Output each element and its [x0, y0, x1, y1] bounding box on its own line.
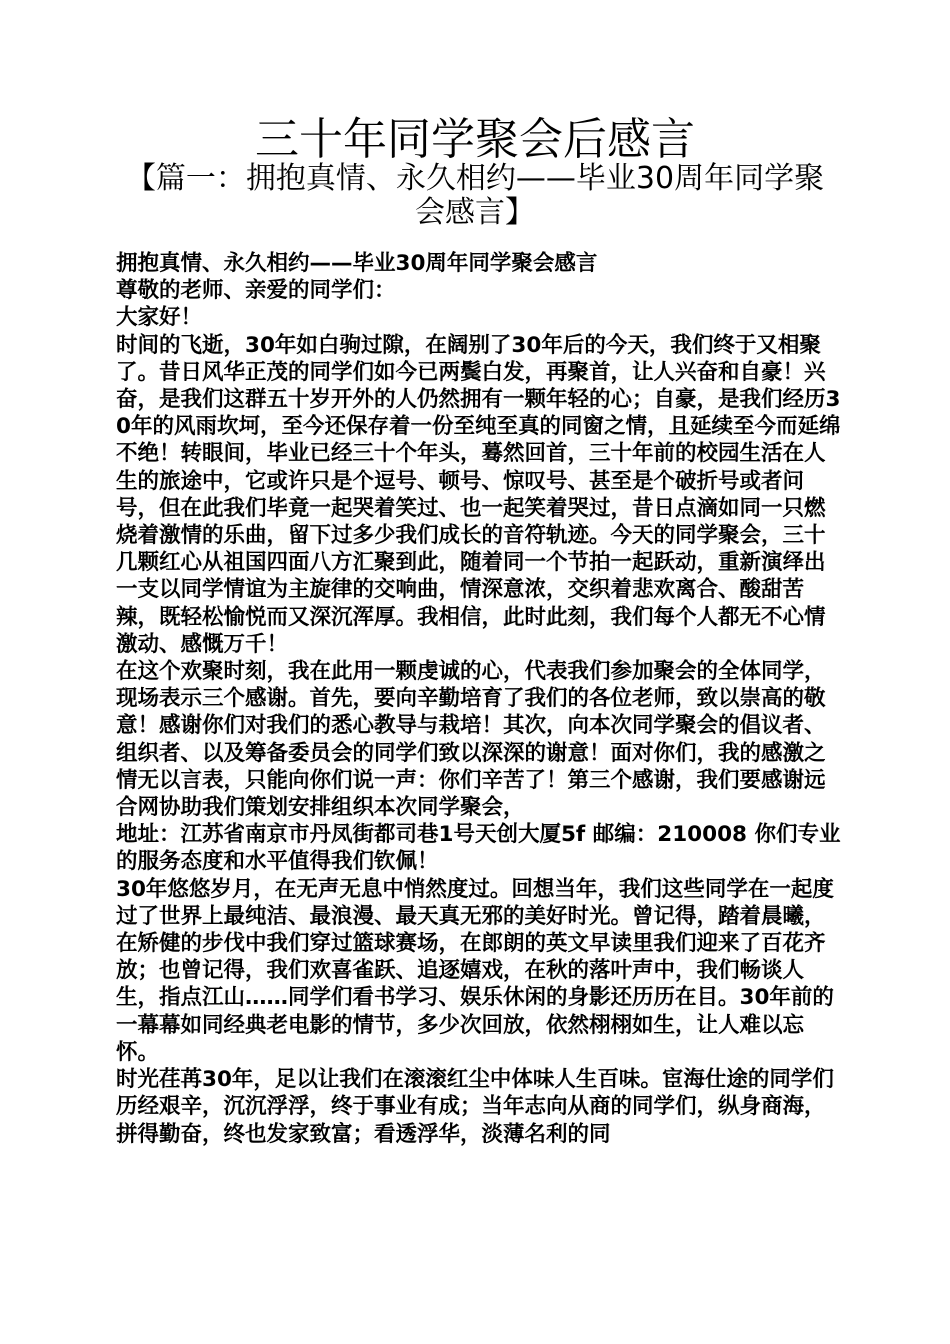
paragraph-heading: 拥抱真情、永久相约——毕业30周年同学聚会感言	[116, 251, 598, 276]
body-text	[116, 250, 844, 1148]
paragraph-greeting: 大家好！	[116, 305, 203, 331]
paragraph: 30年悠悠岁月，在无声无息中悄然度过。回想当年，我们这些同学在一起度过了世界上最纯洁、最浪漫、最天真无邪的美好时光。曾记得，踏着晨曦，在矫健的步伐中我们穿过篮球赛场，在郎朗的英文早读里我们迎来了百花齐放；也曾记得，我们欢喜雀跃、追逐嬉戏，在秋的落叶声中，我们畅谈人生，指点江山……同学们看书学习、娱乐休闲的身影还历历在目。30年前的一幕幕如同经典老电影的情节，多少次回放，依然栩栩如生，让人难以忘怀。	[116, 876, 834, 1065]
paragraph: 在这个欢聚时刻，我在此用一颗虔诚的心，代表我们参加聚会的全体同学，现场表示三个感谢。首先，要向辛勤培育了我们的各位老师，致以崇高的敬意！感谢你们对我们的悉心教导与栽培！其次，向本次同学聚会的倡议者、组织者、以及筹备委员会的同学们致以深深的谢意！面对你们，我的感激之情无以言表，只能向你们说一声：你们辛苦了！第三个感谢，我们要感谢远合网协助我们策划安排组织本次同学聚会，	[116, 659, 826, 821]
paragraph: 时光荏苒30年，足以让我们在滚滚红尘中体味人生百味。宦海仕途的同学们历经艰辛，沉沉浮浮，终于事业有成；当年志向从商的同学们，纵身商海，拼得勤奋，终也发家致富；看透浮华，淡薄名利的同	[116, 1067, 834, 1147]
paragraph: 时间的飞逝，30年如白驹过隙，在阔别了30年后的今天，我们终于又相聚了。昔日风华正茂的同学们如今已两鬓白发，再聚首，让人兴奋和自豪！兴奋，是我们这群五十岁开外的人仍然拥有一颗年轻的心；自豪，是我们经历30年的风雨坎坷，至今还保存着一份至纯至真的同窗之情，且延续至今而延绵不绝！转眼间，毕业已经三十个年头，蓦然回首，三十年前的校园生活在人生的旅途中，它或许只是个逗号、顿号、惊叹号、甚至是个破折号或者问号，但在此我们毕竟一起哭着笑过、也一起笑着哭过，昔日点滴如同一只燃烧着激情的乐曲，留下过多少我们成长的音符轨迹。今天的同学聚会，三十几颗红心从祖国四面八方汇聚到此，随着同一个节拍一起跃动，重新演绎出一支以同学情谊为主旋律的交响曲，情深意浓，交织着悲欢离合、酸甜苦辣，既轻松愉悦而又深沉浑厚。我相信，此时此刻，我们每个人都无不心情激动、感慨万千！	[116, 332, 841, 657]
section-heading: 【篇一：拥抱真情、永久相约——毕业30周年同学聚会感言】	[125, 161, 825, 230]
page-title: 三十年同学聚会后感言	[255, 114, 695, 165]
paragraph-address: 地址：江苏省南京市丹凤街都司巷1号天创大厦5f 邮编：210008 你们专业的服务态度和水平值得我们钦佩！	[116, 822, 841, 875]
paragraph-salutation: 尊敬的老师、亲爱的同学们：	[116, 278, 396, 304]
